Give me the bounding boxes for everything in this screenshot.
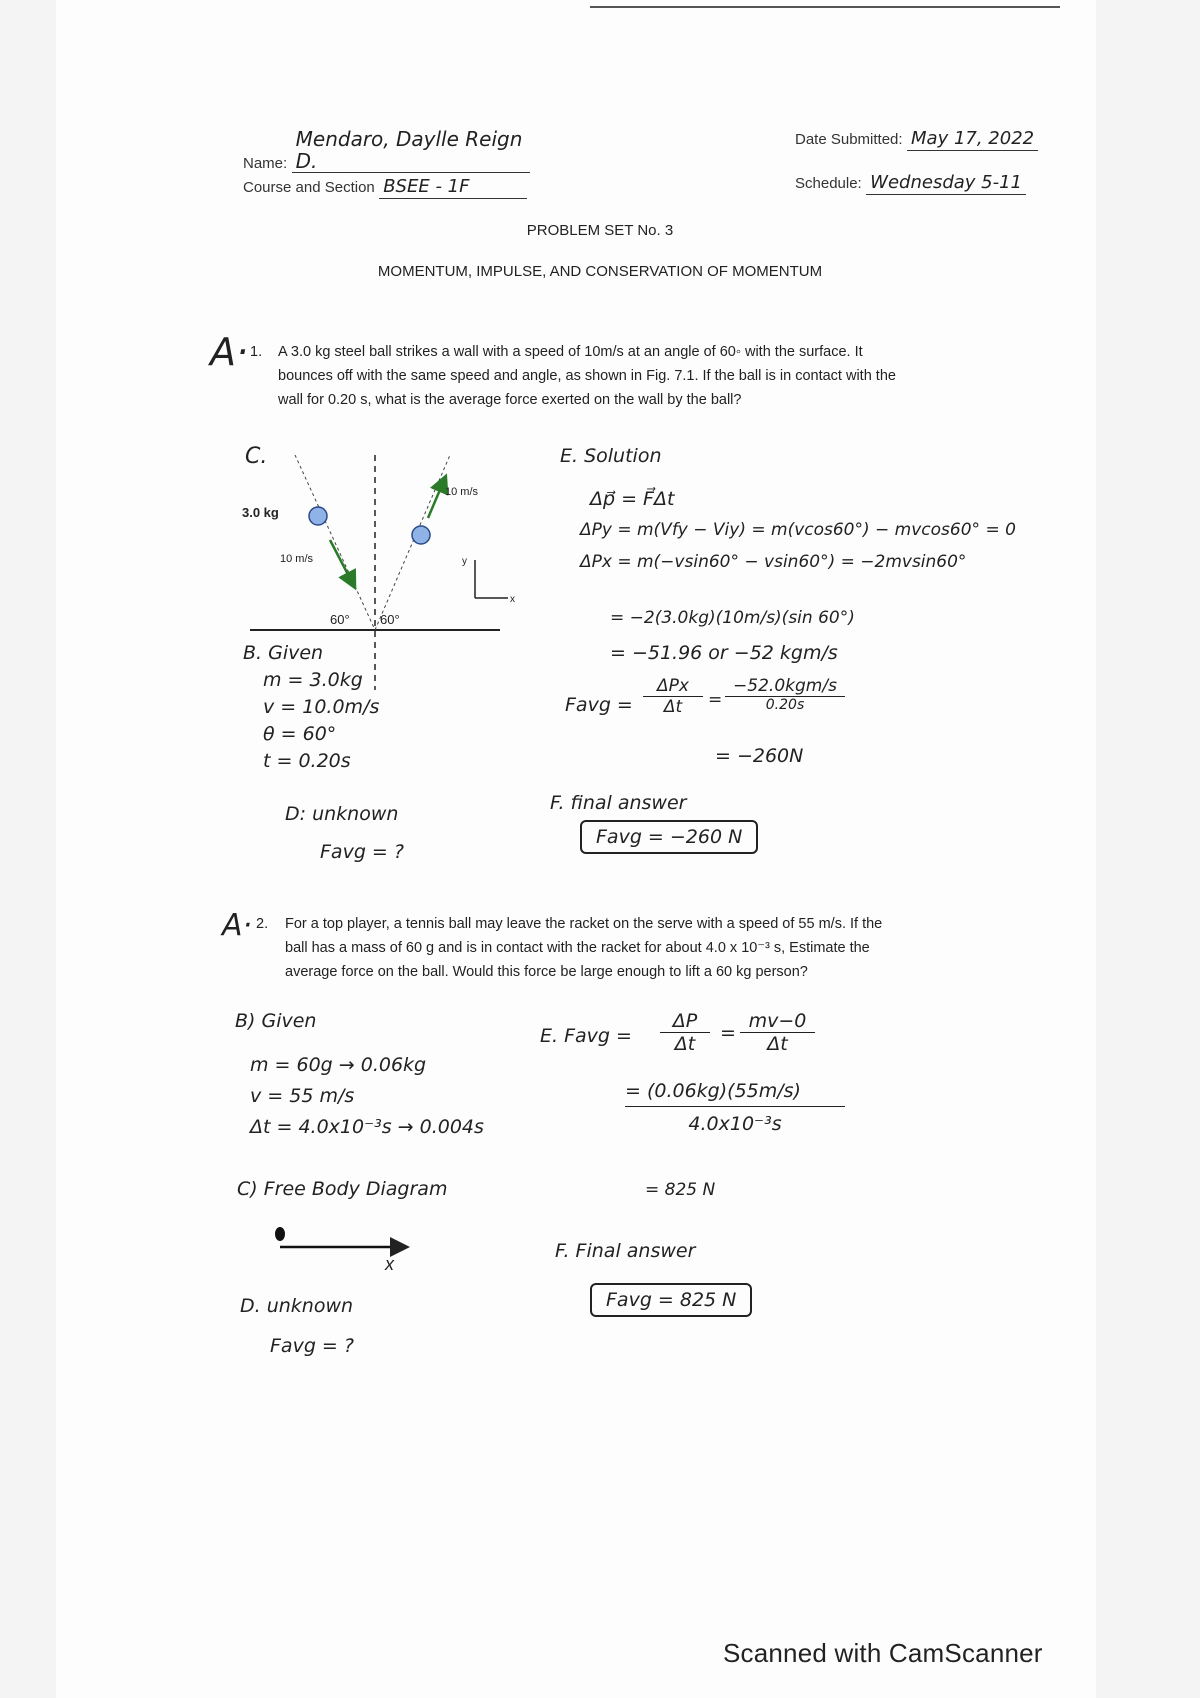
p1-fraction-1-num: ΔPx — [643, 676, 703, 697]
p1-favg-lhs: Favg = — [565, 694, 633, 716]
p1-question-line-2: bounces off with the same speed and angle, as shown in Fig. 7.1. If the ball is in contact with the — [278, 368, 896, 384]
name-value: Mendaro, Daylle Reign D. — [292, 128, 530, 173]
name-row — [243, 128, 530, 173]
schedule-value: Wednesday 5-11 — [866, 172, 1026, 195]
p2-marker: A· — [222, 908, 253, 943]
p1-solution-line-4: = −2(3.0kg)(10m/s)(sin 60°) — [610, 608, 855, 628]
p2-fraction-1 — [660, 1010, 710, 1055]
p1-question — [278, 340, 978, 412]
angle-right-label: 60° — [380, 612, 400, 627]
speed-in-label: 10 m/s — [280, 553, 314, 565]
p2-given-m: m = 60g → 0.06kg — [250, 1054, 427, 1076]
ball-incoming — [309, 507, 327, 525]
reflected-path-line — [375, 455, 450, 630]
p1-solution-line-3: ΔPx = m(−vsin60° − vsin60°) = −2mvsin60° — [580, 552, 967, 572]
p1-fraction-2-num: −52.0kgm/s — [725, 676, 845, 697]
p2-solution-line-2 — [625, 1080, 845, 1135]
p1-fraction-eq: = — [708, 690, 723, 710]
outgoing-velocity-arrow — [428, 478, 445, 518]
p1-unknown-heading: D: unknown — [285, 803, 399, 825]
p2-fbd-diagram — [265, 1222, 415, 1272]
course-row — [243, 176, 527, 199]
ball-outgoing — [412, 526, 430, 544]
p1-unknown — [285, 795, 404, 871]
axis-y-label: y — [462, 556, 467, 567]
p2-question — [285, 912, 985, 984]
p2-fraction-2-num: mv−0 — [740, 1010, 815, 1033]
fbd-ball-dot — [275, 1227, 285, 1241]
p2-given — [250, 1050, 484, 1143]
p2-fraction-eq: = — [720, 1022, 736, 1044]
p1-given-heading: B. Given — [243, 642, 324, 664]
p2-fraction-1-num: ΔP — [660, 1010, 710, 1033]
date-value: May 17, 2022 — [907, 128, 1038, 151]
p2-fraction-2 — [740, 1010, 815, 1055]
p1-given-m: m = 3.0kg — [263, 669, 363, 691]
p2-question-line-2: ball has a mass of 60 g and is in contact with the racket for about 4.0 x 10⁻³ s, Estimate the — [285, 940, 870, 956]
incoming-velocity-arrow — [330, 540, 354, 586]
p1-given — [243, 640, 379, 775]
p2-fraction-2-den: Δt — [767, 1033, 788, 1055]
date-row — [795, 128, 1038, 151]
schedule-row — [795, 172, 1026, 195]
p2-solution-line-2-num: = (0.06kg)(55m/s) — [625, 1080, 845, 1107]
p2-solution-line-2-den: 4.0x10⁻³s — [688, 1113, 782, 1135]
p1-question-line-3: wall for 0.20 s, what is the average force exerted on the wall by the ball? — [278, 392, 742, 408]
course-value: BSEE - 1F — [379, 176, 527, 199]
camscanner-watermark: Scanned with CamScanner — [723, 1638, 1043, 1668]
p2-solution-result: = 825 N — [645, 1180, 716, 1200]
p1-unknown-value: Favg = ? — [320, 841, 404, 863]
p1-number: 1. — [250, 344, 263, 360]
angle-left-label: 60° — [330, 612, 350, 627]
p2-question-line-1: For a top player, a tennis ball may leave the racket on the serve with a speed of 55 m/s. If the — [285, 916, 883, 932]
problem-set-title: PROBLEM SET No. 3 — [526, 222, 674, 239]
p2-fraction-1-den: Δt — [674, 1033, 696, 1055]
scanned-page — [56, 0, 1096, 1698]
p2-solution-lhs: E. Favg = — [540, 1025, 632, 1047]
p1-fraction-2 — [725, 676, 845, 713]
name-label: Name: — [243, 155, 288, 172]
date-label: Date Submitted: — [795, 131, 903, 148]
p1-question-line-1: A 3.0 kg steel ball strikes a wall with a speed of 10m/s at an angle of 60◦ with the surface. It — [278, 344, 863, 360]
p1-solution-line-2: ΔPy = m(Vfy − Viy) = m(vcos60°) − mvcos60° = 0 — [580, 520, 1016, 540]
p1-figure-label: C. — [245, 444, 268, 469]
p2-question-line-3: average force on the ball. Would this force be large enough to lift a 60 kg person? — [285, 964, 808, 980]
p1-marker: A· — [210, 330, 249, 374]
speed-out-label: 10 m/s — [445, 486, 479, 498]
schedule-label: Schedule: — [795, 175, 862, 192]
p2-given-t: Δt = 4.0x10⁻³s → 0.004s — [250, 1116, 484, 1138]
axis-x-label: x — [510, 594, 515, 605]
p2-given-heading: B) Given — [235, 1010, 317, 1032]
p2-unknown-value: Favg = ? — [270, 1335, 354, 1357]
p1-fraction-2-den: 0.20s — [765, 697, 805, 713]
p1-given-t: t = 0.20s — [263, 750, 351, 772]
mass-label: 3.0 kg — [242, 505, 279, 520]
p2-unknown-heading: D. unknown — [240, 1295, 354, 1317]
p1-final-heading: F. final answer — [550, 792, 687, 814]
p1-given-theta: θ = 60° — [263, 723, 337, 745]
p2-number: 2. — [256, 916, 269, 932]
course-label: Course and Section — [243, 179, 375, 196]
topic-title: MOMENTUM, IMPULSE, AND CONSERVATION OF MOMENTUM — [377, 263, 823, 280]
scan-edge-line — [590, 0, 1060, 8]
p2-fbd-heading: C) Free Body Diagram — [237, 1178, 448, 1200]
p1-fraction-1 — [643, 676, 703, 717]
p1-solution-line-1: Δp⃗ = F⃗Δt — [590, 488, 675, 510]
fbd-axis-label: x — [385, 1254, 394, 1272]
p2-final-heading: F. Final answer — [555, 1240, 696, 1262]
p1-solution-heading: E. Solution — [560, 445, 662, 467]
p1-solution-line-5: = −51.96 or −52 kgm/s — [610, 642, 838, 664]
p1-solution-result: = −260N — [715, 745, 804, 767]
p2-given-v: v = 55 m/s — [250, 1085, 355, 1107]
p1-given-v: v = 10.0m/s — [263, 696, 380, 718]
incident-path-line — [295, 455, 375, 630]
p1-final-answer: Favg = −260 N — [580, 820, 758, 854]
p2-final-answer: Favg = 825 N — [590, 1283, 752, 1317]
p1-fraction-1-den: Δt — [663, 697, 683, 717]
